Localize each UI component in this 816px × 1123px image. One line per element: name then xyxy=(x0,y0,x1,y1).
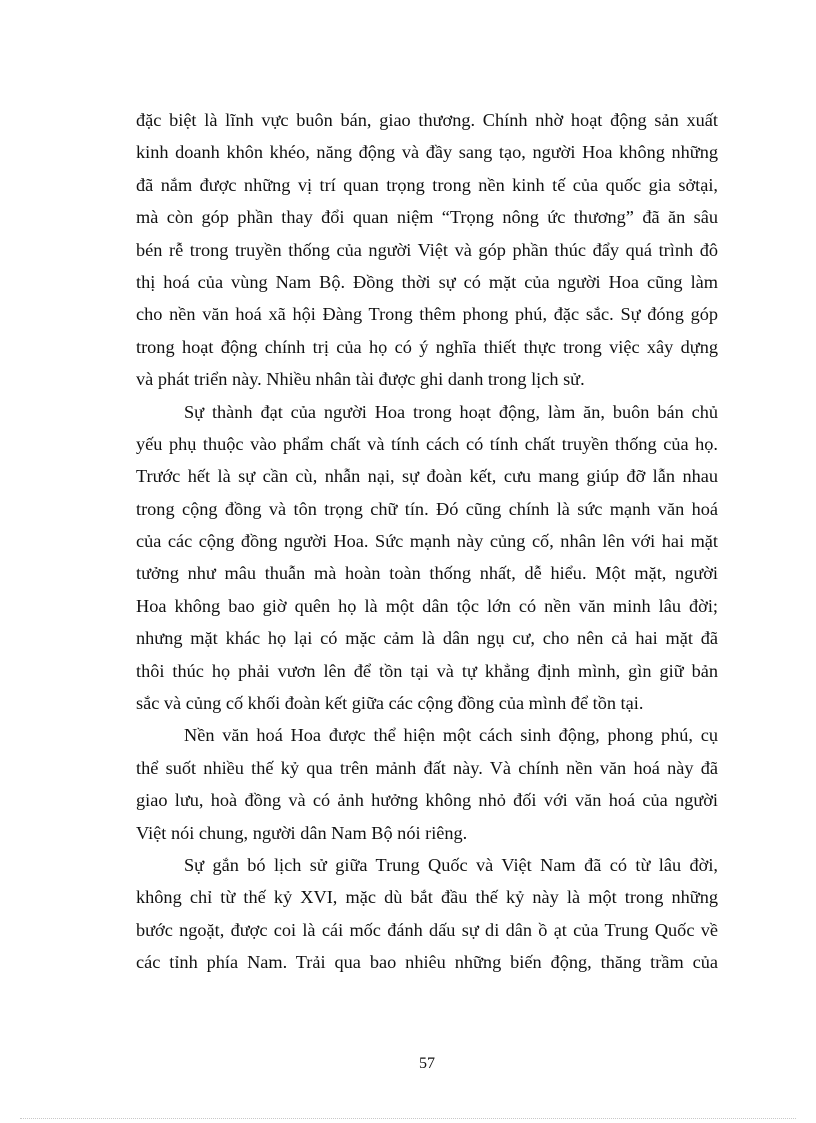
text-line: bén rễ trong truyền thống của người Việt và góp phần thúc đẩy quá trình đô xyxy=(136,239,718,260)
text-line: giao lưu, hoà đồng và có ảnh hưởng không nhỏ đối với văn hoá của người xyxy=(136,790,718,811)
text-line: các tỉnh phía Nam. Trải qua bao nhiêu những biến động, thăng trầm của xyxy=(136,952,718,973)
text-line: sắc và củng cố khối đoàn kết giữa các cộng đồng của mình để tồn tại. xyxy=(136,693,644,714)
text-line: thị hoá của vùng Nam Bộ. Đồng thời sự có mặt của người Hoa cũng làm xyxy=(136,271,718,292)
page-number: 57 xyxy=(419,1055,435,1072)
text-line: Trước hết là sự cần cù, nhẫn nại, sự đoàn kết, cưu mang giúp đỡ lẫn nhau xyxy=(136,466,718,487)
text-line: kinh doanh khôn khéo, năng động và đầy sang tạo, người Hoa không những xyxy=(136,142,718,163)
text-line: trong cộng đồng và tôn trọng chữ tín. Đó cũng chính là sức mạnh văn hoá xyxy=(136,498,718,519)
text-line: Hoa không bao giờ quên họ là một dân tộc lớn có nền văn minh lâu đời; xyxy=(136,595,718,616)
text-line: Nền văn hoá Hoa được thể hiện một cách sinh động, phong phú, cụ xyxy=(184,725,718,746)
text-line: mà còn góp phần thay đổi quan niệm “Trọng nông ức thương” đã ăn sâu xyxy=(136,207,718,228)
text-line: của các cộng đồng người Hoa. Sức mạnh này củng cố, nhân lên với hai mặt xyxy=(136,531,718,552)
body-text xyxy=(136,104,718,979)
text-line: bước ngoặt, được coi là cái mốc đánh dấu sự di dân ồ ạt của Trung Quốc về xyxy=(136,919,718,940)
text-line: thôi thúc họ phải vươn lên để tồn tại và tự khẳng định mình, gìn giữ bản xyxy=(136,660,718,681)
text-line: Sự thành đạt của người Hoa trong hoạt động, làm ăn, buôn bán chủ xyxy=(184,401,718,422)
text-line: tưởng như mâu thuẫn mà hoàn toàn thống nhất, dễ hiểu. Một mặt, người xyxy=(136,563,718,584)
text-line: đặc biệt là lĩnh vực buôn bán, giao thương. Chính nhờ hoạt động sản xuất xyxy=(136,110,718,130)
text-line: và phát triển này. Nhiều nhân tài được ghi danh trong lịch sử. xyxy=(136,369,585,390)
text-line: nhưng mặt khác họ lại có mặc cảm là dân ngụ cư, cho nên cả hai mặt đã xyxy=(136,628,718,649)
text-line: yếu phụ thuộc vào phẩm chất và tính cách có tính chất truyền thống của họ. xyxy=(136,433,718,454)
page-bottom-divider xyxy=(20,1118,796,1119)
text-line: trong hoạt động chính trị của họ có ý nghĩa thiết thực trong việc xây dựng xyxy=(136,336,718,357)
text-line: Sự gắn bó lịch sử giữa Trung Quốc và Việt Nam đã có từ lâu đời, xyxy=(184,854,718,875)
text-line: thể suốt nhiều thế kỷ qua trên mảnh đất này. Và chính nền văn hoá này đã xyxy=(136,757,718,778)
text-line: không chỉ từ thế kỷ XVI, mặc dù bắt đầu thế kỷ này là một trong những xyxy=(136,887,718,908)
text-line: Việt nói chung, người dân Nam Bộ nói riêng. xyxy=(136,822,468,843)
text-line: cho nền văn hoá xã hội Đàng Trong thêm phong phú, đặc sắc. Sự đóng góp xyxy=(136,304,718,325)
text-line: đã nắm được những vị trí quan trọng trong nền kinh tế của quốc gia sởtại, xyxy=(136,174,718,195)
